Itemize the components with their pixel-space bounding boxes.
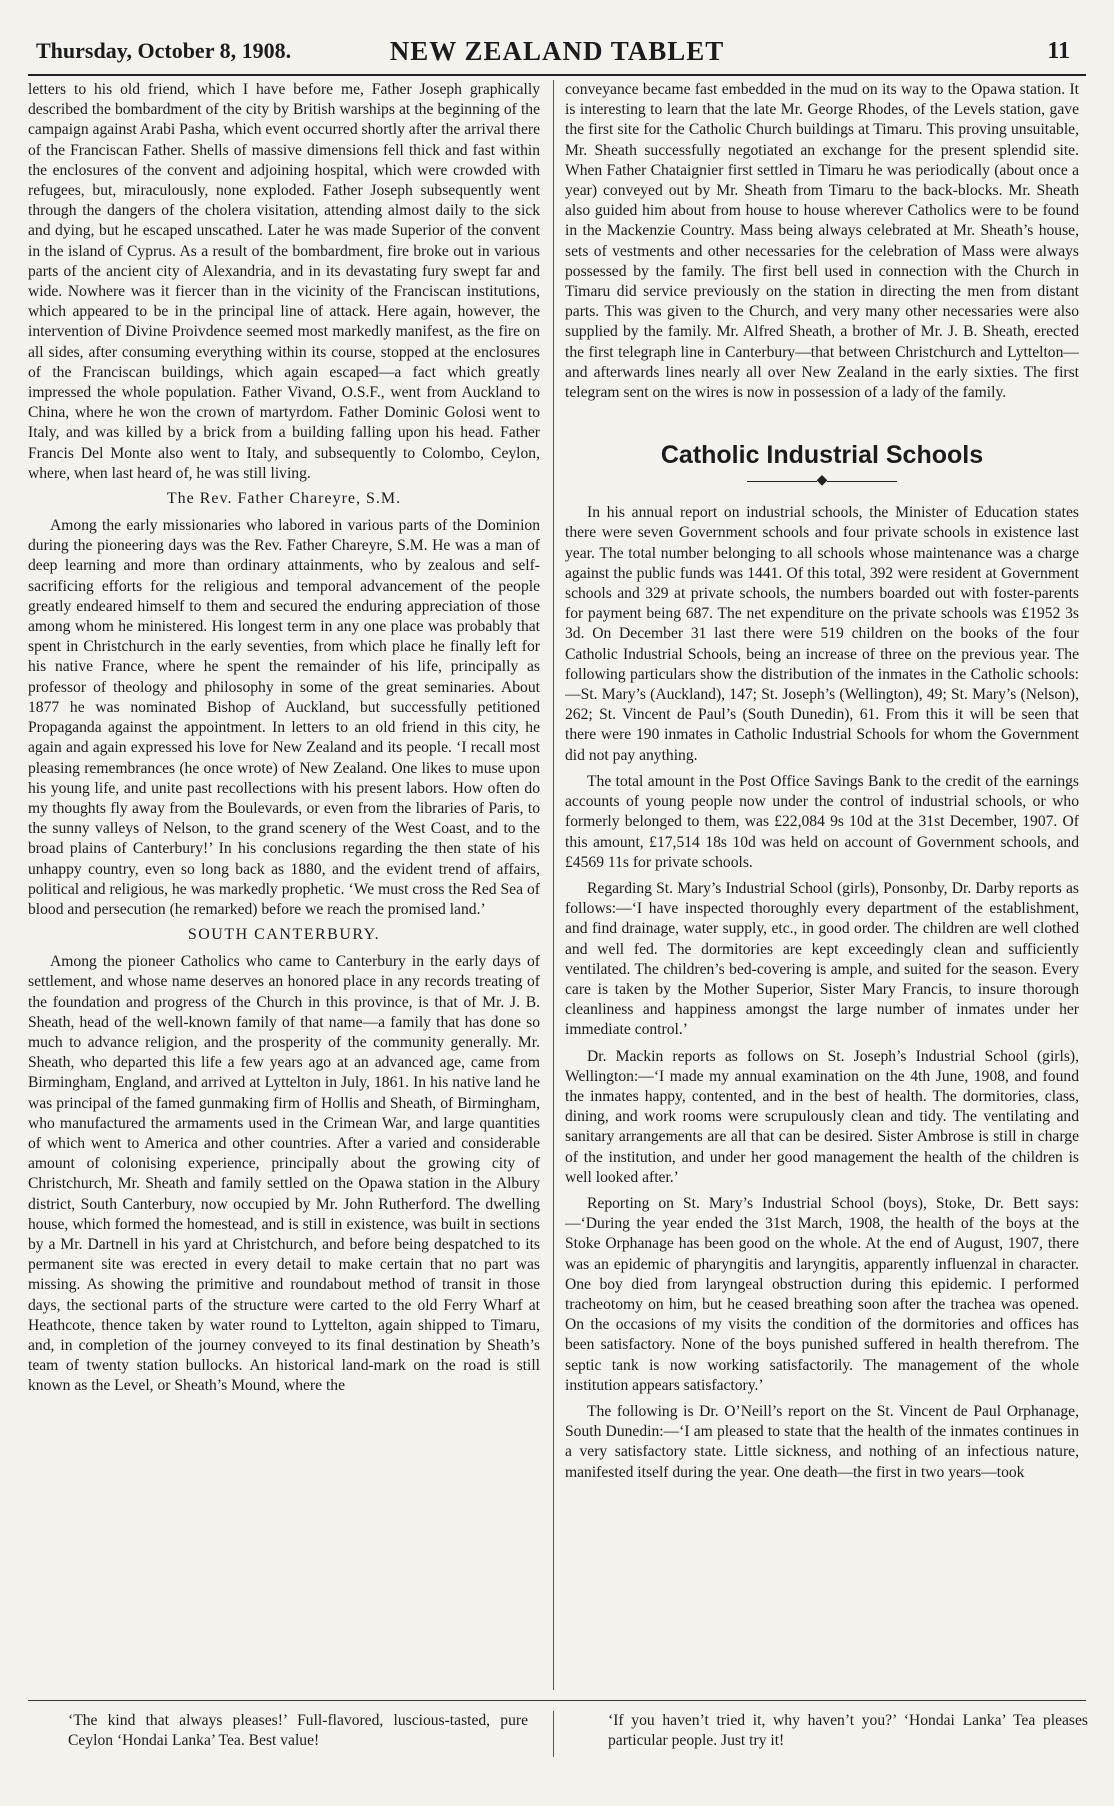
article-paragraph: Among the pioneer Catholics who came to Canterbury in the early days of settlement, and whose name deserves an honored place in any records treating of the foundation and progress of the Church in this province, is that of Mr. J. B. Sheath, head of the well-known family of that name—a family that has done so much to advance religion, and the prosperity of the community generally. Mr. Sheath, who departed this life a few years ago at an advanced age, came from Birmingham, England, and arrived at Lyttelton in July, 1861. In his native land he was principal of the famed gunmaking firm of Hollis and Sheath, of Birmingham, who manufactured the armaments used in the Crimean War, and large quantities of which went to America and other countries. After a varied and considerable amount of colonising experience, principally about the growing city of Christchurch, Mr. Sheath and family settled on the Opawa station in the Albury district, South Canterbury, now occupied by Mr. John Rutherford. The dwelling house, which formed the homestead, and is still in existence, was built in sections by a Mr. Dartnell in his yard at Christchurch, and before being despatched to its permanent site was erected in every detail to make certain that no part was missing. As showing the primitive and roundabout method of transit in those days, the sectional parts of the structure were carted to the old Ferry Wharf at Heathcote, thence taken by water round to Lyttelton, again shipped to Timaru, and, in completion of the journey conveyed to its final destination by Sheath’s team of twenty station bullocks. An historical land-mark on the road is still known as the Level, or Sheath’s Mound, where the	[28, 953, 540, 1395]
article-headline: Catholic Industrial Schools	[660, 441, 984, 470]
masthead	[28, 38, 1086, 76]
article-paragraph: Regarding St. Mary’s Industrial School (girls), Ponsonby, Dr. Darby reports as follows:—‘I have inspected thoroughly every department of the establishment, and find drainage, water supply, etc., in good order. The children are well clothed and well fed. The dormitories are kept exceedingly clean and sufficiently ventilated. The children’s bed-covering is ample, and suited for the season. Every care is taken by the Mother Superior, Sister Mary Francis, to insure thorough cleanliness and happiness amongst the large number of inmates under her immediate control.’	[565, 879, 1079, 1039]
left-column	[28, 80, 540, 1690]
article-paragraph: letters to his old friend, which I have before me, Father Joseph graphically described the bombardment of the city by British warships at the beginning of the campaign against Arabi Pasha, which event occurred shortly after the arrival there of the Franciscan Father. Shells of massive dimensions fell thick and fast within the enclosures of the convent and adjoining hospital, which were crowded with refugees, but, miraculously, none exploded. Father Joseph subsequently went through the dangers of the cholera visitation, attending almost daily to the sick and dying, but he escaped unscathed. Later he was made Superior of the convent in the island of Cyprus. As a result of the bombardment, fire broke out in various parts of the ancient city of Alexandria, and in its devastating fury swept far and wide. Nowhere was it fiercer than in the vicinity of the Franciscan institutions, which appeared to be in the principal line of attack. Here again, however, the intervention of Divine Proivdence seemed most markedly manifest, as the fire on all sides, after consuming everything within its course, stopped at the enclosures of the Franciscan buildings, which again escaped—a fact which greatly impressed the whole population. Father Vivand, O.S.F., went from Auckland to China, where he won the crown of martyrdom. Father Dominic Golosi went to Italy, and was killed by a brick from a building falling upon his head. Father Francis Del Monte also went to Italy, and subsequently to Colombo, Ceylon, where, when last heard of, he was still living.	[28, 81, 540, 482]
page-number: 11	[1047, 38, 1070, 64]
tea-advertisement-right: ‘If you haven’t tried it, why haven’t you?’ ‘Hondai Lanka’ Tea pleases particular people. Just try it!	[608, 1712, 1088, 1749]
article-paragraph: Dr. Mackin reports as follows on St. Joseph’s Industrial School (girls), Wellington:—‘I made my annual examination on the 4th June, 1908, and found the inmates happy, contented, and in the best of health. The dormitories, class, dining, and work rooms were scrupulously clean and tidy. The ventilating and sanitary arrangements are all that can be desired. Sister Ambrose is still in charge of the institution, and under her good management the health of the children is well looked after.’	[565, 1047, 1079, 1186]
issue-date: Thursday, October 8, 1908.	[36, 38, 292, 63]
footer-advertisements	[28, 1700, 1086, 1781]
article-paragraph: Reporting on St. Mary’s Industrial School (boys), Stoke, Dr. Bett says:—‘During the year ended the 31st March, 1908, the health of the boys at the Stoke Orphanage has been good on the whole. At the end of August, 1907, there was an epidemic of pharyngitis and laryngitis, apparently influenzal in character. One boy died from laryngeal obstruction during this epidemic. I performed tracheotomy on him, but he ceased breathing soon after the trachea was opened. On the occasions of my visits the condition of the dormitories and offices has been satisfactory. None of the boys punished suffered in health therefrom. The septic tank is now working satisfactorily. The management of the whole institution appears satisfactory.’	[565, 1194, 1079, 1394]
article-paragraph: The total amount in the Post Office Savings Bank to the credit of the earnings accounts of young people now under the control of industrial schools, or who formerly belonged to them, was £22,084 9s 10d at the 31st December, 1907. Of this amount, £17,514 18s 10d was held on account of Government schools, and £4569 11s for private schools.	[565, 772, 1079, 871]
section-subhead: SOUTH CANTERBURY.	[187, 926, 381, 944]
article-paragraph: Among the early missionaries who labored in various parts of the Dominion during the pioneering days was the Rev. Father Chareyre, S.M. He was a man of deep learning and more than ordinary attainments, who by zealous and self-sacrificing efforts for the religious and temporal advancement of the people greatly endeared himself to them and secured the enduring appreciation of those among whom he ministered. His longest term in any one place was probably that spent in Christchurch in the early seventies, from which place he finally left for his native France, where he spent the remainder of his life, principally as professor of theology and philosophy in some of the great seminaries. About 1877 he was nominated Bishop of Auckland, but successfully petitioned Propaganda against the appointment. In letters to an old friend in this city, he again and again expressed his love for New Zealand and its people. ‘I recall most pleasing remembrances (he once wrote) of New Zealand. One likes to muse upon his young life, and unite past recollections with his present labors. How often do my thoughts fly away from the Boulevards, or even from the libraries of Paris, to the sunny valleys of Nelson, to the grand scenery of the West Coast, and to the broad plains of Canterbury!’ In his conclusions regarding the then state of his unhappy country, even so long back as 1880, and the evident trend of affairs, political and religious, he was markedly prophetic. ‘We must cross the Red Sea of blood and persecution (he remarked) before we reach the promised land.’	[28, 517, 540, 918]
right-column	[565, 80, 1079, 1690]
article-paragraph: conveyance became fast embedded in the mud on its way to the Opawa station. It is interesting to learn that the late Mr. George Rhodes, of the Levels station, gave the first site for the Catholic Church buildings at Timaru. This proving unsuitable, Mr. Sheath successfully negotiated an exchange for the present splendid site. When Father Chataignier first settled in Timaru he was periodically (about once a year) conveyed out by Mr. Sheath from Timaru to the back-blocks. Mr. Sheath also guided him about from house to house wherever Catholics were to be found in the Mackenzie Country. Mass being always celebrated at Mr. Sheath’s house, sets of vestments and other necessaries for the celebration of Mass were always possessed by the family. The first bell used in connection with the Church in Timaru did service previously on the station in directing the men from distant parts. This was given to the Church, and very many other necessaries were also supplied by the family. Mr. Alfred Sheath, a brother of Mr. J. B. Sheath, erected the first telegraph line in Canterbury—that between Christchurch and Lyttelton—and afterwards lines nearly all over New Zealand in the early sixties. The first telegram sent on the wires is now in possession of a lady of the family.	[565, 81, 1079, 402]
section-subhead: The Rev. Father Chareyre, S.M.	[166, 490, 402, 508]
headline-divider: ◆	[565, 472, 1079, 489]
article-columns	[28, 80, 1086, 1690]
tea-advertisement-left: ‘The kind that always pleases!’ Full-flavored, luscious-tasted, pure Ceylon ‘Hondai Lanka’ Tea. Best value!	[68, 1712, 528, 1749]
column-rule	[553, 80, 554, 1690]
newspaper-title: NEW ZEALAND TABLET	[389, 36, 725, 66]
article-paragraph: The following is Dr. O’Neill’s report on the St. Vincent de Paul Orphanage, South Dunedin:—‘I am pleased to state that the health of the inmates continues in a very satisfactory state. Little sickness, and nothing of an infectious nature, manifested itself during the year. One death—the first in two years—took	[565, 1402, 1079, 1481]
article-paragraph: In his annual report on industrial schools, the Minister of Education states there were seven Government schools and four private schools in existence last year. The total number belonging to all schools whose maintenance was a charge against the public funds was 1441. Of this total, 392 were resident at Government schools and 329 at private schools, the numbers boarded out with foster-parents for payment being 687. The net expenditure on the private schools was £1952 3s 3d. On December 31 last there were 519 children on the books of the four Catholic Industrial Schools, being an increase of three on the previous year. The following particulars show the distribution of the inmates in the Catholic schools:—St. Mary’s (Auckland), 147; St. Joseph’s (Wellington), 49; St. Mary’s (Nelson), 262; St. Vincent de Paul’s (South Dunedin), 61. From this it will be seen that there were 190 inmates in Catholic Industrial Schools for whom the Government did not pay anything.	[565, 504, 1079, 764]
footer-rule	[553, 1711, 554, 1757]
